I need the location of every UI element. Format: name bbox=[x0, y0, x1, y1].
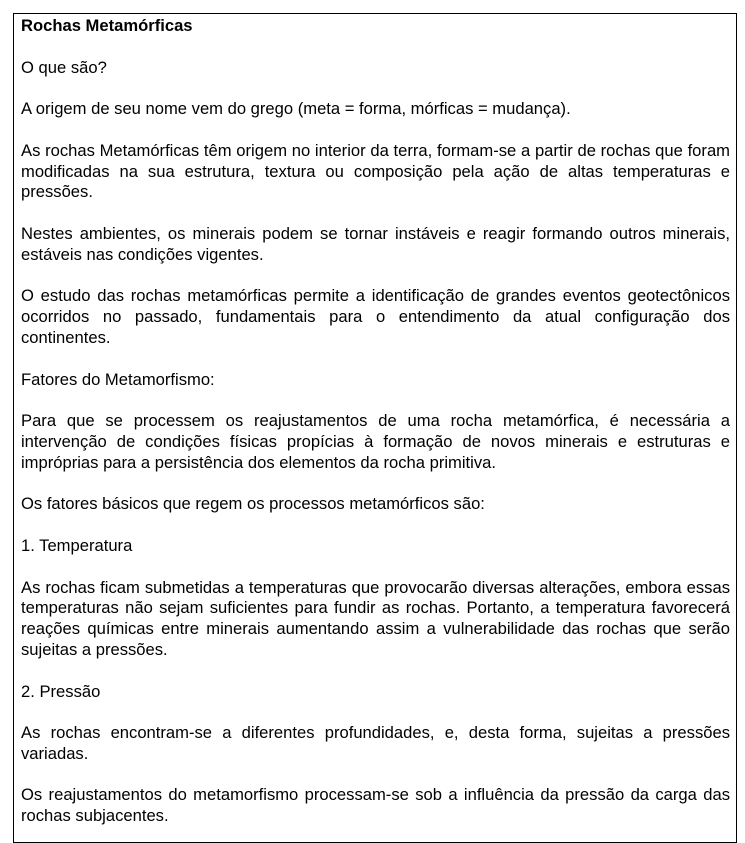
paragraph: 1. Temperatura bbox=[21, 535, 133, 555]
paragraph: Para que se processem os reajustamentos de uma rocha metamórfica, é necessária a intervenção de condições físicas propícias à formação de novos minerais e estruturas e impróprias para a persistência dos elementos da rocha primitiva. bbox=[21, 411, 730, 472]
document-title: Rochas Metamórficas bbox=[21, 16, 193, 35]
paragraph: As rochas ficam submetidas a temperaturas que provocarão diversas alterações, embora essas temperaturas não sejam suficientes para fundir as rochas. Portanto, a temperatura favorecerá reações químicas entre minerais aumentando assim a vulnerabilidade das rochas que serão sujeitas a pressões. bbox=[21, 577, 730, 659]
document-box bbox=[13, 13, 737, 843]
paragraph: A origem de seu nome vem do grego (meta = forma, mórficas = mudança). bbox=[21, 99, 571, 119]
document-body bbox=[21, 58, 730, 827]
paragraph: As rochas Metamórficas têm origem no interior da terra, formam-se a partir de rochas que foram modificadas na sua estrutura, textura ou composição pela ação de altas temperaturas e pressões. bbox=[21, 140, 730, 202]
paragraph: Os fatores básicos que regem os processos metamórficos são: bbox=[21, 494, 485, 514]
paragraph: Os reajustamentos do metamorfismo processam-se sob a influência da pressão da carga das rochas subjacentes. bbox=[21, 785, 730, 826]
paragraph: Fatores do Metamorfismo: bbox=[21, 369, 215, 389]
paragraph: Nestes ambientes, os minerais podem se tornar instáveis e reagir formando outros minerais, estáveis nas condições vigentes. bbox=[21, 223, 730, 264]
paragraph: 2. Pressão bbox=[21, 681, 101, 701]
paragraph: O estudo das rochas metamórficas permite a identificação de grandes eventos geotectônicos ocorridos no passado, fundamentais para o entendimento da atual configuração dos continentes. bbox=[21, 286, 730, 347]
paragraph: O que são? bbox=[21, 57, 107, 77]
paragraph: As rochas encontram-se a diferentes profundidades, e, desta forma, sujeitas a pressões variadas. bbox=[21, 723, 730, 763]
